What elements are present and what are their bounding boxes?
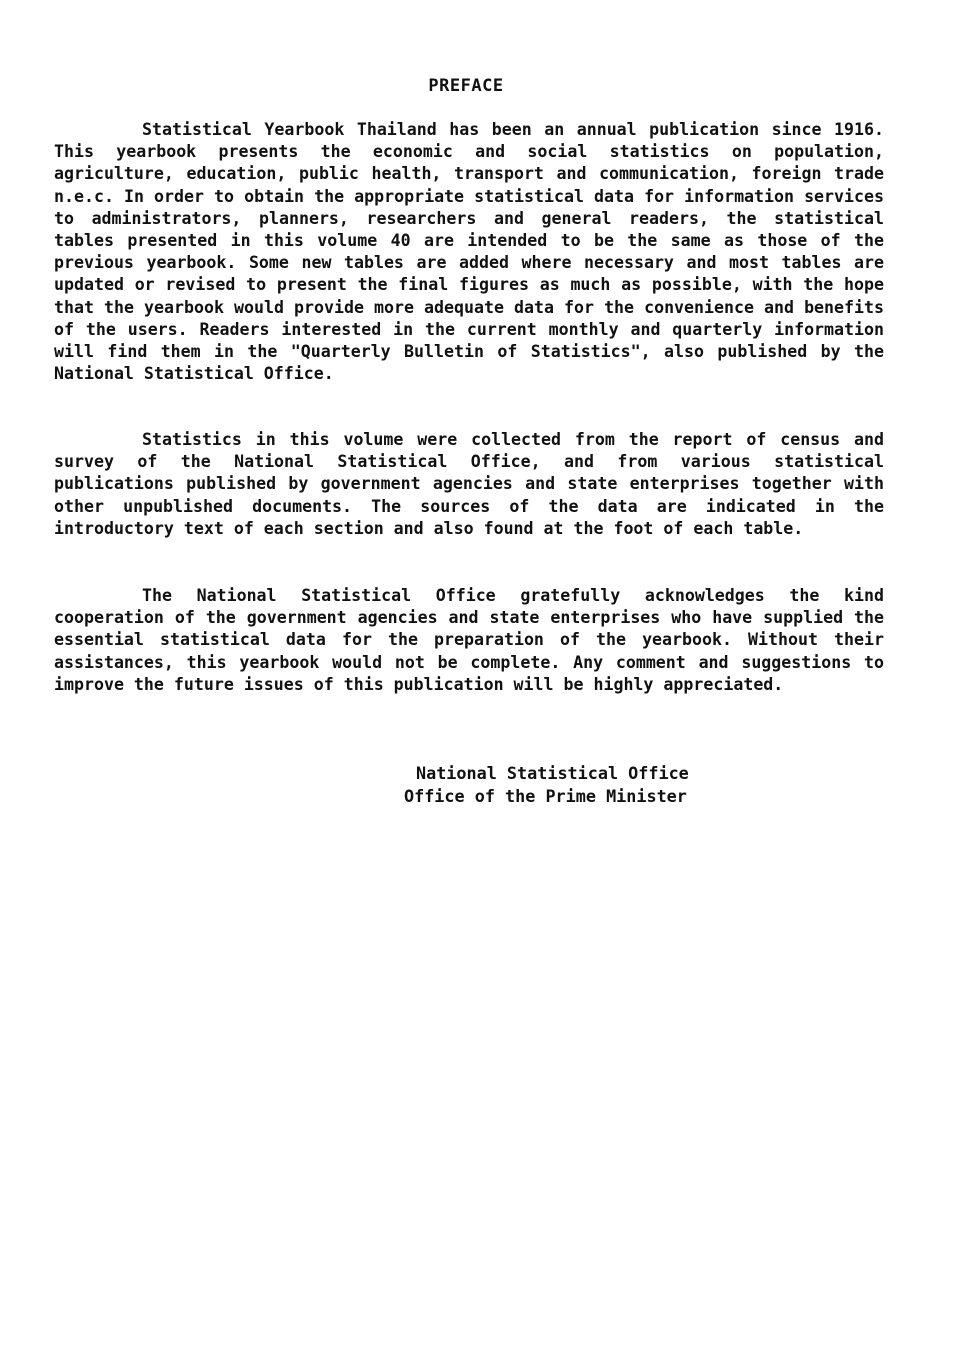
page-title: PREFACE — [428, 76, 504, 96]
signature-organization: National Statistical Office — [416, 763, 689, 783]
signature-block — [404, 762, 689, 808]
preface-paragraph-3: The National Statistical Office gratefully acknowledges the kind cooperation of the government agencies and state enterprises who have supplied the essential statistical data for the preparation of the yearbook. Without their assistances, this yearbook would not be complete. Any comment and suggestions to improve the future issues of this publication will be highly appreciated. — [54, 586, 884, 694]
preface-paragraph-2: Statistics in this volume were collected from the report of census and survey of the National Statistical Office, and from various statistical publications published by government agencies and state enterprises together with other unpublished documents. The sources of the data are indicated in the introductory text of each section and also found at the foot of each table. — [54, 430, 884, 538]
preface-paragraph-1: Statistical Yearbook Thailand has been an annual publication since 1916. This yearbook presents the economic and social statistics on population, agriculture, education, public health, transport and communication, foreign trade n.e.c. In order to obtain the appropriate statistical data for information services to administrators, planners, researchers and general readers, the statistical tables presented in this volume 40 are intended to be the same as those of the previous yearbook. Some new tables are added where necessary and most tables are updated or revised to present the final figures as much as possible, with the hope that the yearbook would provide more adequate data for the convenience and benefits of the users. Readers interested in the current monthly and quarterly information will find them in the "Quarterly Bulletin of Statistics", also published by the National Statistical Office. — [54, 120, 884, 384]
signature-office: Office of the Prime Minister — [404, 786, 687, 806]
